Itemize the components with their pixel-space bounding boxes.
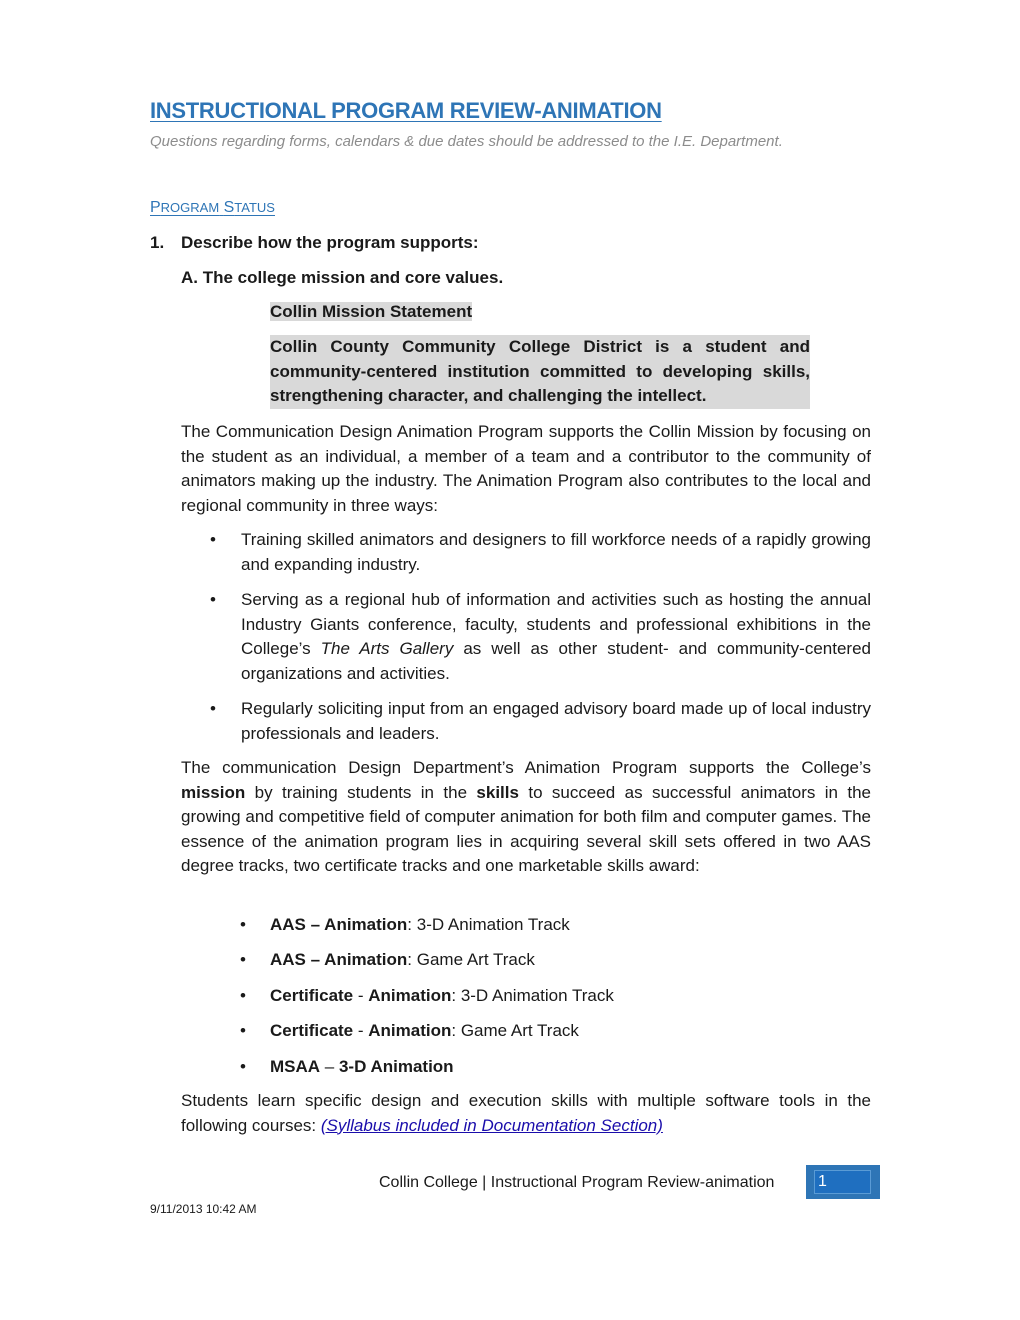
track-degree: AAS – Animation [270,950,408,969]
mission-statement: Collin County Community College District is a student and community-centered institution committed to developing skills, strengthening character, and challenging the intellect. [270,335,810,409]
section-heading-smallcaps: ROGRAM [160,200,220,215]
question-number: 1. [150,233,165,252]
list-item-text: as well as other student- and community-centered organizations and activities. [241,639,871,683]
paragraph-skills [181,756,871,879]
list-item [210,588,871,686]
track-degree: MSAA [270,1057,321,1076]
bullet-icon: • [210,590,216,609]
footer-text: Collin College | Instructional Program Review-animation [379,1174,775,1191]
bullet-icon: • [240,986,246,1005]
track-sep: : [451,1021,457,1040]
section-heading-cap: S [223,199,235,216]
bullet-icon: • [240,1057,246,1076]
gallery-name: The Arts Gallery [320,639,454,658]
emphasis-skills: skills [476,782,519,802]
emphasis-mission: mission [181,782,246,802]
track-degree: Certificate [270,986,354,1005]
page-title: INSTRUCTIONAL PROGRAM REVIEW-ANIMATION [150,98,662,123]
list-item-text: Serving as a regional hub of information and activities such as hosting the annual Industry Giants conference, faculty, students and professional exhibitions in the College’s [241,590,871,658]
track-name: 3-D Animation Track [412,915,570,934]
question-text: Describe how the program supports: [181,233,479,252]
track-sep: - [353,1021,369,1040]
bullet-icon: • [240,950,246,969]
track-item [240,913,570,937]
track-name: Game Art Track [412,950,535,969]
list-item [210,528,871,577]
paragraph-text: The communication Design Department’s Animation Program supports the College’s [181,758,871,777]
paragraph-program-support: The Communication Design Animation Program supports the Collin Mission by focusing on the student as an individual, a member of a team and a contributor to the community of animators making up the industry. The Animation Program also contributes to the local and regional community in three ways: [181,422,871,515]
page-number-box [806,1165,880,1199]
bullet-icon: • [210,530,216,549]
track-sep: : [407,915,413,934]
track-sep: : [407,950,413,969]
track-sep: – [320,1057,339,1076]
section-heading-smallcaps: TATUS [234,200,275,215]
track-name: 3-D Animation Track [456,986,614,1005]
question-1a: A. The college mission and core values. [181,268,504,287]
bullet-icon: • [240,915,246,934]
mission-heading [270,300,472,324]
track-item [240,948,535,972]
mission-heading-text: Collin Mission Statement [270,302,473,321]
track-sep: - [353,986,369,1005]
track-item [240,1019,579,1043]
track-item [240,1055,454,1079]
page-subtitle: Questions regarding forms, calendars & due dates should be addressed to the I.E. Department. [150,133,783,150]
track-program: Animation [368,1021,452,1040]
section-heading [150,199,275,217]
paragraph-text: Students learn specific design and execution skills with multiple software tools in the following courses: [181,1091,871,1135]
page-number: 1 [814,1170,871,1194]
paragraph-text: to succeed as successful animators in the growing and competitive field of computer animation for both film and computer games. The essence of the animation program lies in acquiring several skill sets offered in two AAS degree tracks, two certificate tracks and one marketable skills award: [181,782,871,875]
track-item [240,984,614,1008]
print-date: 9/11/2013 10:42 AM [150,1202,257,1216]
syllabus-link[interactable]: (Syllabus included in Documentation Section) [320,1115,663,1135]
section-heading-cap: P [150,199,161,216]
paragraph-text: by training students in the [245,782,477,802]
track-program: Animation [368,986,452,1005]
contribution-list [210,528,871,757]
track-degree: Certificate [270,1021,354,1040]
track-program: 3-D Animation [338,1057,454,1076]
track-name: Game Art Track [456,1021,579,1040]
bullet-icon: • [210,699,216,718]
paragraph-courses [181,1089,871,1138]
bullet-icon: • [240,1021,246,1040]
track-sep: : [451,986,457,1005]
track-degree: AAS – Animation [270,915,408,934]
question-1 [150,233,479,253]
list-item-text: Training skilled animators and designers to fill workforce needs of a rapidly growing and expanding industry. [241,530,871,574]
list-item-text: Regularly soliciting input from an engaged advisory board made up of local industry professionals and leaders. [241,699,871,743]
list-item [210,697,871,746]
